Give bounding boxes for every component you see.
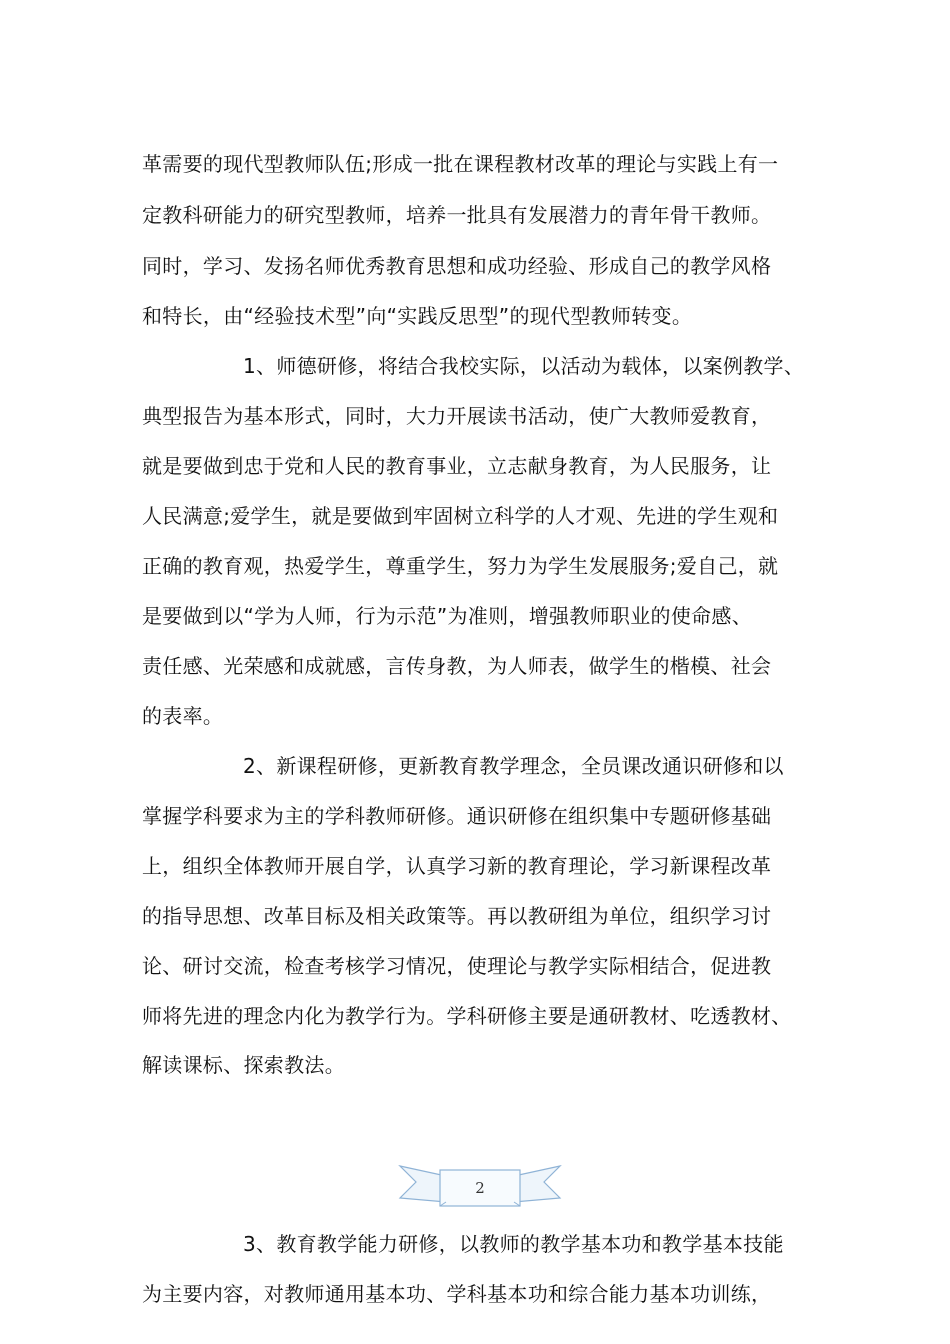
text-line: 论、研讨交流，检查考核学习情况，使理论与教学实际相结合，促进教	[142, 954, 772, 978]
page-number: 2	[475, 1179, 485, 1197]
paragraph-2-start: 2、新课程研修，更新教育教学理念，全员课改通识研修和以	[243, 754, 784, 778]
text-line: 革需要的现代型教师队伍;形成一批在课程教材改革的理论与实践上有一	[142, 152, 779, 176]
text-line: 是要做到以“学为人师，行为示范”为准则，增强教师职业的使命感、	[142, 604, 753, 628]
text-line: 人民满意;爱学生，就是要做到牢固树立科学的人才观、先进的学生观和	[142, 504, 779, 528]
page-number-badge	[398, 1158, 562, 1218]
text-line: 定教科研能力的研究型教师，培养一批具有发展潜力的青年骨干教师。	[142, 203, 772, 227]
text-line: 为主要内容，对教师通用基本功、学科基本功和综合能力基本功训练，	[142, 1282, 772, 1306]
text-line: 正确的教育观，热爱学生，尊重学生，努力为学生发展服务;爱自己，就	[142, 554, 779, 578]
text-line: 掌握学科要求为主的学科教师研修。通识研修在组织集中专题研修基础	[142, 804, 772, 828]
text-line: 责任感、光荣感和成就感，言传身教，为人师表，做学生的楷模、社会	[142, 654, 772, 678]
text-line: 的指导思想、改革目标及相关政策等。再以教研组为单位，组织学习讨	[142, 904, 772, 928]
text-line: 同时，学习、发扬名师优秀教育思想和成功经验、形成自己的教学风格	[142, 254, 772, 278]
text-line: 的表率。	[142, 704, 224, 728]
text-line: 师将先进的理念内化为教学行为。学科研修主要是通研教材、吃透教材、	[142, 1004, 792, 1028]
paragraph-3-start: 3、教育教学能力研修，以教师的教学基本功和教学基本技能	[243, 1232, 784, 1256]
text-line: 解读课标、探索教法。	[142, 1053, 345, 1077]
text-line: 典型报告为基本形式，同时，大力开展读书活动，使广大教师爱教育，	[142, 404, 772, 428]
text-line: 和特长，由“经验技术型”向“实践反思型”的现代型教师转变。	[142, 304, 693, 328]
text-line: 上，组织全体教师开展自学，认真学习新的教育理论，学习新课程改革	[142, 854, 772, 878]
paragraph-1-start: 1、师德研修，将结合我校实际，以活动为载体，以案例教学、	[243, 354, 805, 378]
text-line: 就是要做到忠于党和人民的教育事业，立志献身教育，为人民服务，让	[142, 454, 772, 478]
